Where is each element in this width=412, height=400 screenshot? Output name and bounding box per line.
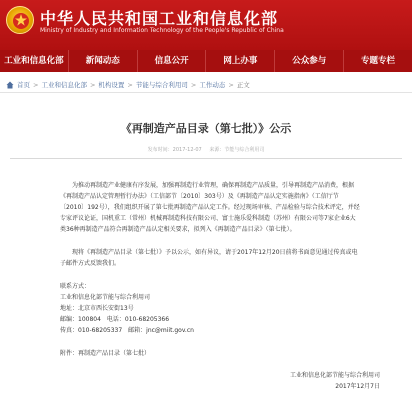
breadcrumb-organization[interactable]: 机构设置 [98, 81, 125, 89]
contact-fax-email: 传真：010-68205337 邮箱：jnc@miit.gov.cn [60, 327, 194, 334]
site-title[interactable]: 中华人民共和国工业和信息化部 [40, 9, 279, 28]
breadcrumb-separator: > [33, 80, 39, 89]
body-paragraph: 为推动再制造产业健康有序发展，加强再制造行业管理，确保再制造产品质量，引导再制造产品消费，根据《再制造产品认定管理暂行办法》（工信部节〔2010〕303号）及《再制造产品认定实施指南》（工信厅节〔2010〕192号），我们组织开展了第七批再制造产品认定工作。经过现场审核、产品检验与综合技术评定，并经专家评议论证，国机重工（常州）机械再制造科技有限公司、富士施乐爱科制造（苏州）有限公司等7家企业6大类36种再制造产品符合再制造产品认定相关要求，拟列入《再制造产品目录》（第七批）。 [60, 182, 360, 233]
main-nav [0, 50, 412, 72]
article-title: 《再制造产品目录（第七批）》公示 [120, 122, 292, 135]
breadcrumb-department[interactable]: 节能与综合利用司 [135, 81, 188, 89]
breadcrumb-ministry[interactable]: 工业和信息化部 [41, 81, 87, 89]
nav-item-news[interactable]: 新闻动态 [69, 50, 138, 72]
contact-block [60, 281, 360, 336]
body-paragraph: 现将《再制造产品目录（第七批）》予以公示，如有异议，请于2017年12月20日前将书面意见通过传真或电子邮件方式反馈我们。 [60, 249, 358, 267]
publish-date: 发布时间：2017-12-07 [147, 147, 202, 153]
article-source: 来源：节能与综合利用司 [209, 147, 265, 153]
signature-date: 2017年12月7日 [335, 383, 380, 390]
attachment-link[interactable]: 附件：再制造产品目录（第七批） [60, 350, 151, 357]
breadcrumb-home[interactable]: 首页 [17, 81, 30, 89]
contact-org: 工业和信息化部节能与综合利用司 [60, 294, 151, 301]
breadcrumb-current: 正文 [236, 81, 250, 89]
breadcrumb [0, 77, 412, 93]
contact-postcode-phone: 邮编：100804 电话：010-68205366 [60, 316, 170, 323]
contact-label: 联系方式： [60, 283, 91, 290]
breadcrumb-separator: > [127, 80, 133, 89]
article-meta [0, 146, 412, 153]
breadcrumb-separator: > [190, 80, 197, 89]
nav-item-info[interactable]: 信息公开 [138, 50, 207, 72]
nav-item-public[interactable]: 公众参与 [275, 50, 344, 72]
article-body [60, 180, 360, 359]
signature-block [290, 370, 380, 392]
breadcrumb-separator: > [228, 80, 234, 89]
nav-item-topics[interactable]: 专题专栏 [361, 56, 396, 66]
breadcrumb-separator: > [89, 80, 96, 89]
title-divider [10, 158, 402, 159]
site-banner [0, 0, 412, 50]
site-subtitle: Ministry of Industry and Information Technology of the People's Republic of China [40, 27, 284, 34]
national-emblem-icon [6, 6, 34, 34]
home-icon [6, 81, 14, 89]
nav-item-services[interactable]: 网上办事 [206, 50, 275, 72]
nav-item-ministry[interactable]: 工业和信息化部 [0, 50, 69, 72]
contact-address: 地址：北京市西长安街13号 [60, 305, 134, 312]
breadcrumb-work-news[interactable]: 工作动态 [199, 81, 226, 89]
signature-org: 工业和信息化部节能与综合利用司 [289, 372, 380, 379]
